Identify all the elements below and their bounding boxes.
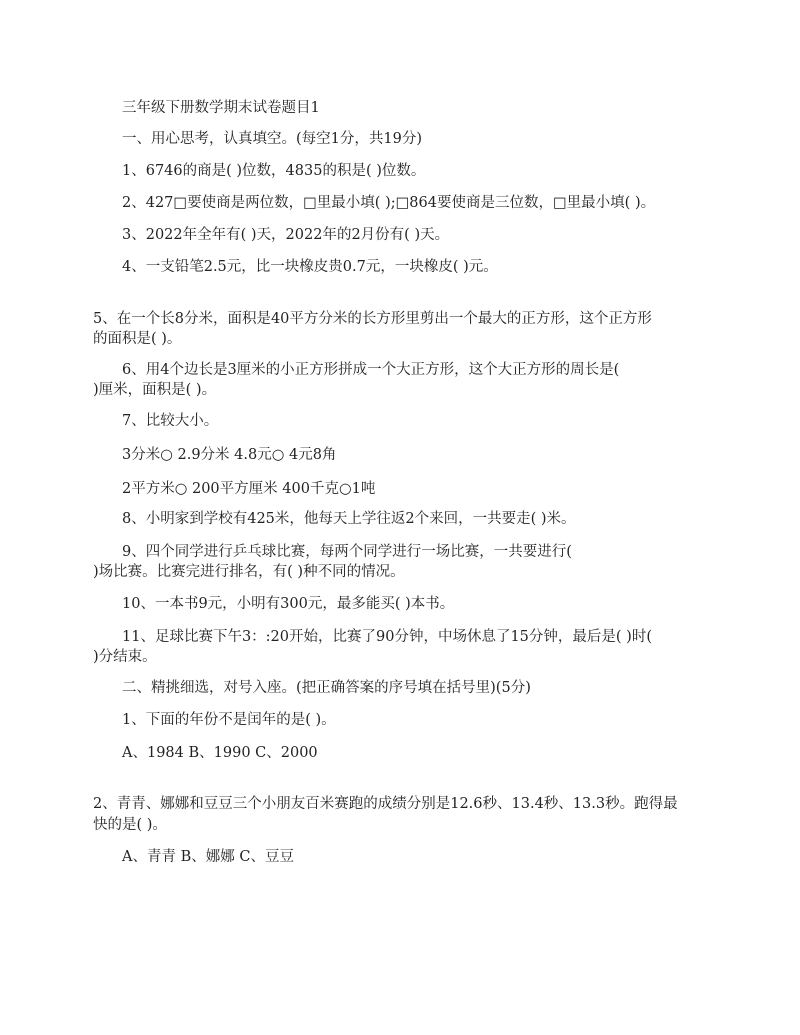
question-text-continued: )场比赛。比赛完进行排名，有( )种不同的情况。 [93, 564, 405, 580]
comparison-row: 3分米○ 2.9分米 4.8元○ 4元8角 [122, 447, 337, 463]
question-text: 5、在一个长8分米，面积是40平方分米的长方形里剪出一个最大的正方形，这个正方形 [93, 311, 652, 327]
question-text-continued: 快的是( )。 [93, 817, 167, 833]
page-title: 三年级下册数学期末试卷题目1 [122, 100, 320, 116]
question-text: 7、比较大小。 [122, 413, 219, 429]
question-text: 1、下面的年份不是闰年的是( )。 [122, 712, 336, 728]
question-text: 1、6746的商是( )位数，4835的积是( )位数。 [122, 163, 426, 179]
question-text: 2、青青、娜娜和豆豆三个小朋友百米赛跑的成绩分别是12.6秒、13.4秒、13.3秒。跑得最 [93, 796, 678, 812]
question-text: 3、2022年全年有( )天，2022年的2月份有( )天。 [122, 227, 450, 243]
question-text: 6、用4个边长是3厘米的小正方形拼成一个大正方形，这个大正方形的周长是( [122, 362, 620, 378]
question-text: 10、一本书9元，小明有300元，最多能买( )本书。 [122, 596, 455, 612]
comparison-row: 2平方米○ 200平方厘米 400千克○1吨 [122, 481, 376, 497]
question-text: 8、小明家到学校有425米，他每天上学往返2个来回，一共要走( )米。 [122, 511, 576, 527]
question-text: 4、一支铅笔2.5元，比一块橡皮贵0.7元，一块橡皮( )元。 [122, 259, 498, 275]
question-text-continued: 的面积是( )。 [93, 331, 182, 347]
answer-options: A、1984 B、1990 C、2000 [122, 745, 318, 761]
section-heading-fill-in: 一、用心思考，认真填空。(每空1分，共19分) [122, 131, 422, 147]
answer-options: A、青青 B、娜娜 C、豆豆 [122, 849, 294, 865]
section-heading-multiple-choice: 二、精挑细选，对号入座。(把正确答案的序号填在括号里)(5分) [122, 680, 531, 696]
question-text: 11、足球比赛下午3：:20开始，比赛了90分钟，中场休息了15分钟，最后是( )时( [122, 629, 652, 645]
question-text: 9、四个同学进行乒乓球比赛，每两个同学进行一场比赛，一共要进行( [122, 544, 572, 560]
question-text-continued: )分结束。 [93, 649, 157, 665]
question-text-continued: )厘米，面积是( )。 [93, 382, 217, 398]
question-text: 2、427□要使商是两位数，□里最小填( );□864要使商是三位数，□里最小填( )。 [122, 195, 656, 211]
